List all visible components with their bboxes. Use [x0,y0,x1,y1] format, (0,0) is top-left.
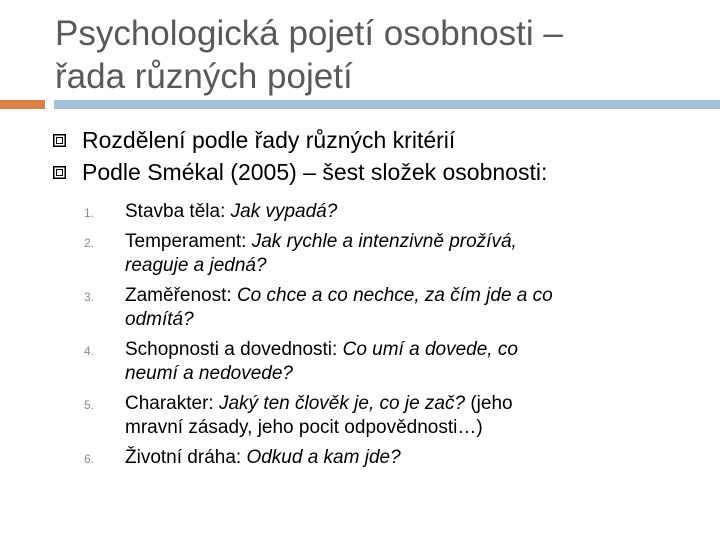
list-number: 5. [84,398,95,412]
bullet-text: Rozdělení podle řady různých kritérií [82,127,456,153]
item-term: Charakter: [125,393,219,414]
item-question: Jak vypadá? [230,201,338,222]
item-term: Zaměřenost: [125,285,237,306]
bullet-text: Podle Smékal (2005) – šest složek osobnosti: [82,159,548,185]
item-question: Jak rychle a intenzivně prožívá, [251,231,517,252]
slide-title [55,12,705,98]
list-number: 1. [84,206,95,220]
list-number: 3. [84,290,95,304]
title-line-1: Psychologická pojetí osobnosti – [55,14,563,53]
item-line [125,284,553,308]
list-number: 6. [84,452,95,466]
list-number: 2. [84,236,95,250]
item-term: Temperament: [125,231,252,252]
list-item [80,392,553,440]
item-line [125,230,553,254]
list-number: 4. [84,344,95,358]
item-term: Životní dráha: [125,447,247,468]
square-bullet-icon [53,134,66,147]
title-line-2: řada různých pojetí [55,57,353,96]
item-term: Schopnosti a dovednosti: [125,339,343,360]
title-divider-bar [54,100,720,109]
title-divider-accent [0,100,45,109]
item-question: Jaký ten člověk je, co je zač? [218,393,466,414]
item-question-continued: reaguje a jedná? [125,255,267,276]
item-line [125,392,553,416]
bullet-list [50,124,547,188]
item-term: Stavba těla: [125,201,231,222]
list-item [80,230,553,278]
item-question-continued: odmítá? [125,309,194,330]
item-note-continued: mravní zásady, jeho pocit odpovědnosti…) [125,417,483,438]
item-question-continued: neumí a nedovede? [125,363,293,384]
bullet-item [50,156,547,188]
list-item [80,338,553,386]
item-question: Co umí a dovede, co [342,339,518,360]
list-item [80,200,553,224]
item-line [125,446,553,470]
list-item [80,284,553,332]
item-question: Co chce a co nechce, za čím jde a co [236,285,553,306]
bullet-item [50,124,547,156]
item-note: (jeho [465,393,513,414]
square-bullet-icon [53,166,66,179]
personality-components-list [80,200,553,476]
item-question: Odkud a kam jde? [246,447,401,468]
item-line [125,338,553,362]
item-line [125,200,553,224]
list-item [80,446,553,470]
